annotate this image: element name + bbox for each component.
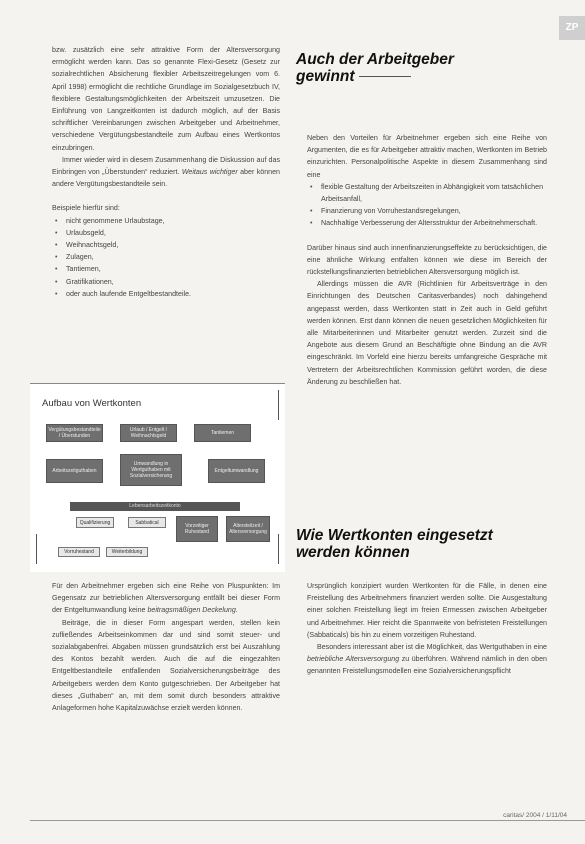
paragraph-text: Immer wieder wird in diesem Zusammenhang die Diskussion auf das Einbringen von „Überstunden“ reduziert.	[52, 155, 280, 177]
figure-bar: Lebensarbeitszeitkonto	[70, 502, 240, 511]
argument-list	[307, 181, 547, 230]
figure-box: Urlaub / Entgelt / Weihnachtsgeld	[120, 424, 177, 442]
section-heading	[296, 527, 493, 561]
figure-title: Aufbau von Wertkonten	[42, 398, 142, 409]
figure-rule	[36, 534, 37, 564]
emphasis: Weitaus wichtiger	[181, 168, 238, 177]
figure-box: Arbeitszeitguthaben	[46, 459, 103, 483]
paragraph: bzw. zusätzlich eine sehr attraktive Form der Altersversorgung ermöglicht werden kann. Das so genannte Flexi-Gesetz (Gesetz zur sozialrechtlichen Absicherung flexibler Arbeitszeitregelungen vom 6. April 1998) ermöglicht die rechtliche Grundlage im Sozialgesetzbuch IV, flexiblere Gestaltungsmöglichkeiten der Arbeitszeit umzusetzen. Die Einführung von Langzeitkonten ist dadurch möglich, auf der Basis schriftlicher Vereinbarungen zwischen Arbeitgeber und Arbeitnehmer, verschiedene Vergütungsbestandteile zum Aufbau eines Wertkontos einzubringen.	[52, 46, 280, 152]
paragraph: Neben den Vorteilen für Arbeitnehmer ergeben sich eine Reihe von Argumenten, die es für Arbeitgeber attraktiv machen, Wertkonten im Betrieb einzurichten. Personalpolitische Aspekte in diesem Zusammenhang sind eine	[307, 134, 547, 179]
emphasis: beitragsmäßigen Deckelung.	[147, 606, 238, 615]
figure-box: Vorzeitiger Ruhestand	[176, 516, 218, 542]
right-column-top	[307, 132, 547, 388]
list-item: • flexible Gestaltung der Arbeitszeiten in Abhängigkeit vom tatsächlichen Arbeitsanfall,	[317, 181, 547, 205]
paragraph: Darüber hinaus sind auch innenfinanzierungseffekte zu berücksichtigen, die eine ähnliche Wirkung entfalten können wie diese im Bereich der rückstellungsfinanzierten betrieblichen Altersversorgung möglich ist.	[307, 243, 547, 277]
figure-box: Tantiemen	[194, 424, 251, 442]
paragraph: Ursprünglich konzipiert wurden Wertkonten für die Fälle, in denen eine Freistellung des Arbeitnehmers finanziert werden sollte. Die Ausgestaltung einer solchen Freistellung liegt im freien Ermessen zwischen Arbeitgeber und Arbeitnehmer. Hier reicht die Spannweite von befristeten Freistellungen (Sabbaticals) bis hin zu einem vorzeitigen Ruhestand.	[307, 582, 547, 639]
figure-box: Vorruhestand	[58, 547, 100, 557]
paragraph	[52, 580, 280, 617]
footer-rule	[30, 820, 585, 821]
figure-box: Sabbatical	[128, 517, 166, 528]
left-column-top	[52, 44, 280, 300]
paragraph-text: Für den Arbeitnehmer ergeben sich eine Reihe von Pluspunkten: Im Gegensatz zur betrieblichen Altersversorgung entfällt bei dieser Form der Entgeltumwandlung keine	[52, 582, 280, 615]
corner-tab: ZP	[559, 16, 585, 40]
figure-rule	[278, 534, 279, 564]
figure-rule	[278, 390, 279, 420]
section-heading	[296, 51, 454, 85]
left-column-bottom	[52, 580, 280, 714]
heading-rule	[359, 76, 411, 77]
figure-box: Entgeltumwandlung	[208, 459, 265, 483]
paragraph: Beiträge, die in dieser Form angespart werden, stellen kein zufließendes Arbeitseinkommen dar und sind somit steuer- und sozialabgabenfrei. Abgaben müssen grundsätzlich erst bei Auszahlung des Kontos bezahlt werden. Auch die auf die eingezahlten Entgeltbestandteile entfallenden Sozialversicherungsbeiträge des Arbeitgebers werden dem Konto gutgeschrieben. Der Arbeitgeber hat dieses „Guthaben“ an, mit dem somit durch besonders attraktive Anlageformen hohe Kapitalzuwächse erzielt werden können.	[52, 618, 280, 713]
list-item: • Urlaubsgeld,	[62, 227, 280, 239]
paragraph-text: aber können andere Vergütungsbestandteile sein.	[52, 168, 280, 189]
figure-box: Qualifizierung	[76, 517, 114, 528]
paragraph: Allerdings müssen die AVR (Richtlinien für Arbeitsverträge in den Einrichtungen des Deutschen Caritasverbandes) noch dahingehend angepasst werden, dass Wertkonten statt in Zeit auch in Geld geführt werden können. Erst dann können die neuen gesetzlichen Möglichkeiten für alle Mitarbeiterinnen und Mitarbeiter genutzt werden. Zurzeit sind die Angebote aus diesem Grund an Beschäftigte ohne Bindung an die AVR eingeschränkt. Im Vorfeld eine hierzu bereits umfangreiche Gespräche mit Vertretern der Arbeitsrechtlichen Kommission geführt worden, die diese Änderung zu beschließen hat.	[307, 280, 547, 386]
example-list	[52, 215, 280, 300]
paragraph	[52, 154, 280, 191]
page-number: caritas/ 2004 / 1/11/04	[503, 812, 567, 819]
list-item: • Weihnachtsgeld,	[62, 239, 280, 251]
heading-line: gewinnt	[296, 68, 355, 85]
figure-box: Weiterbildung	[106, 547, 148, 557]
list-item: • oder auch laufende Entgeltbestandteile.	[62, 288, 280, 300]
heading-line: Wie Wertkonten eingesetzt	[296, 527, 493, 544]
figure-box: Umwandlung in Wertguthaben mit Sozialversicherung	[120, 454, 182, 486]
list-item: • Finanzierung von Vorruhestandsregelungen,	[317, 205, 547, 217]
heading-line: Auch der Arbeitgeber	[296, 51, 454, 68]
list-item: • Tantiemen,	[62, 263, 280, 275]
list-intro: Beispiele hierfür sind:	[52, 204, 120, 213]
list-item: • Gratifikationen,	[62, 276, 280, 288]
list-item: • Zulagen,	[62, 251, 280, 263]
list-item: • nicht genommene Urlaubstage,	[62, 215, 280, 227]
list-item: • Nachhaltige Verbesserung der Altersstruktur der Arbeitnehmerschaft.	[317, 217, 547, 229]
right-column-bottom	[307, 580, 547, 678]
figure-wertkonten	[30, 383, 285, 572]
paragraph-text: zu überführen. Während nämlich in den oben genannten Freistellungsmodellen eine Sozialversicherungspflicht	[307, 655, 547, 676]
emphasis: betriebliche Altersversorgung	[307, 655, 400, 664]
paragraph-text: Besonders interessant aber ist die Möglichkeit, das Wertguthaben in eine	[317, 643, 547, 652]
figure-box: Altersteilzeit / Altersversorgung	[226, 516, 270, 542]
figure-box: Vergütungsbestandteile / Überstunden	[46, 424, 103, 442]
heading-line: werden können	[296, 544, 410, 561]
paragraph	[307, 641, 547, 678]
